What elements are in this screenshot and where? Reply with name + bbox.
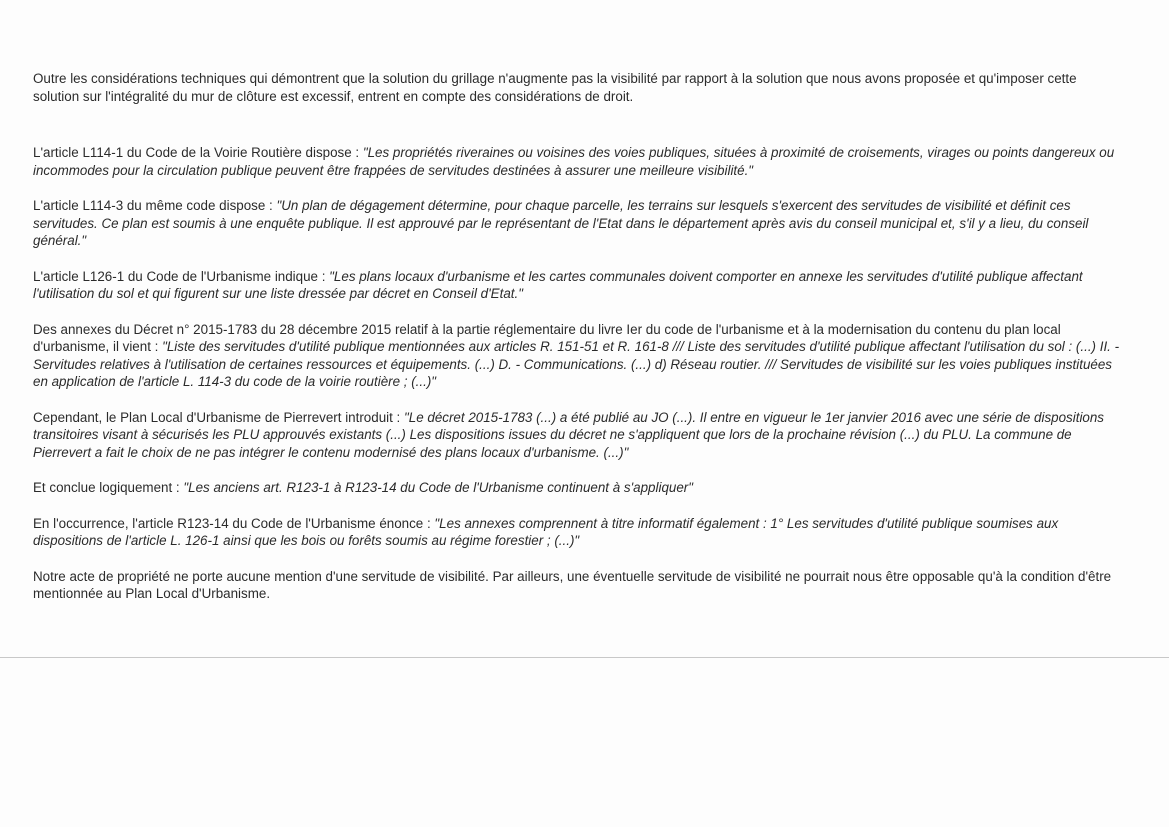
paragraph-article-r123-14 (33, 515, 1123, 550)
paragraph-text: Cependant, le Plan Local d'Urbanisme de Pierrevert introduit : (33, 409, 405, 425)
paragraph-plu-pierrevert (33, 409, 1123, 462)
paragraph-intro (33, 70, 1123, 105)
paragraph-quote: "Un plan de dégagement détermine, pour chaque parcelle, les terrains sur lesquels s'exercent des servitudes de visibilité et définit ces servitudes. Ce plan est soumis à une enquête publique. Il est approuvé par le représentant de l'Etat dans le département après avis du conseil municipal et, s'il y a lieu, du conseil général." (33, 198, 1089, 248)
document-body (33, 70, 1123, 603)
paragraph-text: En l'occurrence, l'article R123-14 du Code de l'Urbanisme énonce : (33, 515, 435, 531)
paragraph-article-l114-3 (33, 197, 1123, 250)
paragraph-text: Outre les considérations techniques qui démontrent que la solution du grillage n'augmente pas la visibilité par rapport à la solution que nous avons proposée et qu'imposer cette solution sur l'intégralité du mur de clôture est excessif, entrent en compte des considérations de droit. (33, 71, 1077, 104)
paragraph-text: L'article L114-3 du même code dispose : (33, 198, 277, 213)
paragraph-text: Et conclue logiquement : (33, 480, 184, 495)
paragraph-final (33, 568, 1123, 603)
paragraph-quote: "Le décret 2015-1783 (...) a été publié au JO (...). Il entre en vigueur le 1er janvier 2016 avec une série de dispositions transitoires visant à sécurisés les PLU approuvés existants (...) Les dispositions issues du décret ne s'appliquent que lors de la prochaine révision (...) du PLU. La commune de Pierrevert a fait le choix de ne pas intégrer le contenu modernisé des plans locaux d'urbanisme. (...)" (33, 409, 1105, 460)
paragraph-quote: "Les annexes comprennent à titre informatif également : 1° Les servitudes d'utilité publique soumises aux dispositions de l'article L. 126-1 ainsi que les bois ou forêts soumis au régime forestier ; (...)" (33, 515, 1059, 548)
paragraph-quote: "Les propriétés riveraines ou voisines des voies publiques, situées à proximité de croisements, virages ou points dangereux ou incommodes pour la circulation publique peuvent être frappées de servitudes destinées à assurer une meilleure visibilité." (33, 145, 1115, 178)
paragraph-conclusion (33, 479, 1123, 497)
paragraph-article-l126-1 (33, 268, 1123, 303)
paragraph-quote: "Liste des servitudes d'utilité publique mentionnées aux articles R. 151-51 et R. 161-8 /// Liste des servitudes d'utilité publique affectant l'utilisation du sol : (...) II. - Servitudes relatives à l'utilisation de certaines ressources et équipements. (...) D. - Communications. (...) d) Réseau routier. /// Servitudes de visibilité sur les voies publiques instituées en application de l'article L. 114-3 du code de la voirie routière ; (...)" (33, 339, 1120, 389)
paragraph-quote: "Les plans locaux d'urbanisme et les cartes communales doivent comporter en annexe les servitudes d'utilité publique affectant l'utilisation du sol et qui figurent sur une liste dressée par décret en Conseil d'Etat." (33, 268, 1083, 301)
paragraph-decret-2015-1783 (33, 321, 1123, 391)
paragraph-article-l114-1 (33, 144, 1123, 179)
paragraph-text: Notre acte de propriété ne porte aucune mention d'une servitude de visibilité. Par ailleurs, une éventuelle servitude de visibilité ne pourrait nous être opposable qu'à la condition d'être mentionnée au Plan Local d'Urbanisme. (33, 568, 1112, 601)
paragraph-quote: "Les anciens art. R123-1 à R123-14 du Code de l'Urbanisme continuent à s'appliquer" (183, 480, 694, 495)
paragraph-text: L'article L126-1 du Code de l'Urbanisme indique : (33, 268, 330, 284)
paragraph-text: L'article L114-1 du Code de la Voirie Routière dispose : (33, 145, 363, 160)
page-divider (0, 657, 1169, 658)
paragraph-text: Des annexes du Décret n° 2015-1783 du 28 décembre 2015 relatif à la partie réglementaire du livre Ier du code de l'urbanisme et à la modernisation du contenu du plan local d'urbanisme, il vient : (33, 321, 1061, 354)
